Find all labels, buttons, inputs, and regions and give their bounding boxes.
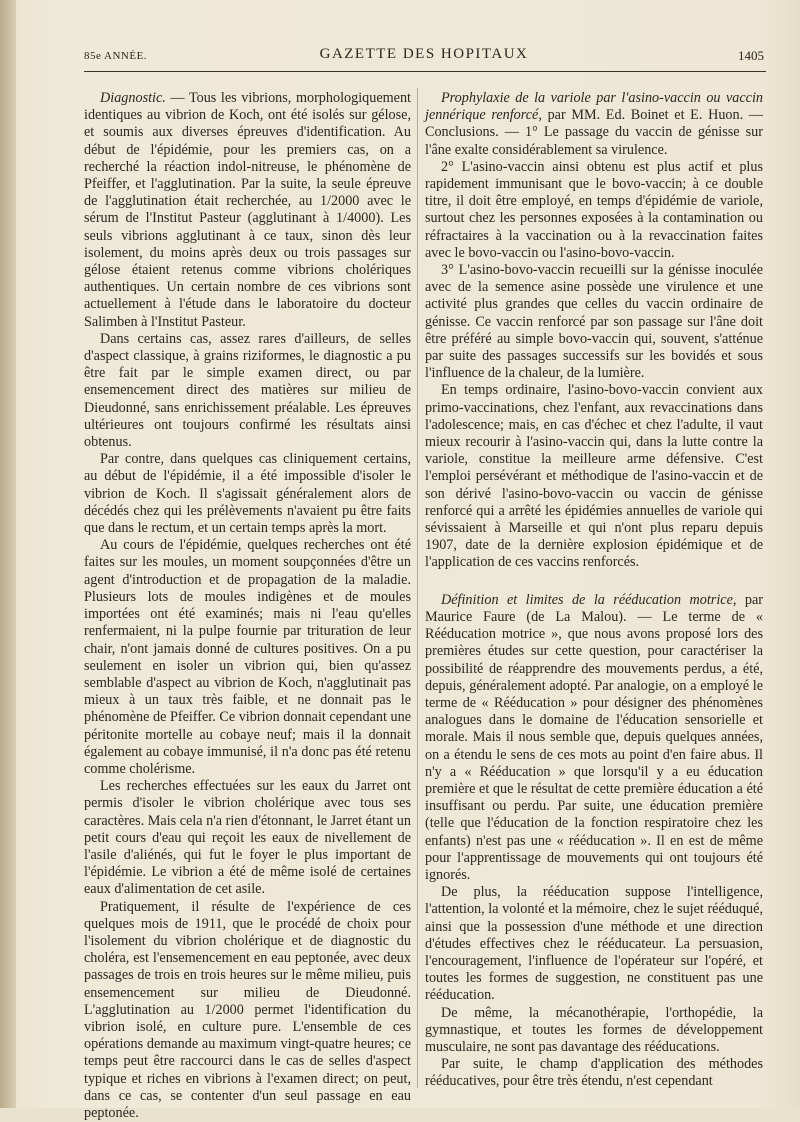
paragraph-lead: Prophylaxie de la variole par l'asino-vaccin ou vaccin jennérique renforcé,	[425, 90, 763, 124]
paragraph-lead: Définition et limites de la rééducation motrice,	[441, 591, 737, 608]
paragraph-prophylaxie	[425, 90, 763, 159]
header-rule	[84, 71, 766, 72]
paragraph-text: — Tous les vibrions, morphologiquement identiques au vibrion de Koch, ont été isolés sur gélose, et soumis aux diverses épreuves d'identification. Au début de l'épidémie, pour les premiers cas, on a recherché la réaction indol-nitreuse, le phénomène de Pfeiffer, et l'agglutination. Par la suite, la seule épreuve de l'agglutination était recherchée, au 1/2000 avec le sérum de l'Institut Pasteur (agglutinant à 1/4000). Les seuls vibrions agglutinant à ce taux, sinon dès leur isolement, du moins après deux ou trois passages sur gélose étaient retenus comme vibrions cholériques authentiques. Un certain nombre de ces vibrions sont actuellement à l'étude dans le laboratoire du docteur Salimben à l'Institut Pasteur.	[84, 90, 411, 330]
running-header	[84, 46, 764, 66]
paragraph-lead: Diagnostic.	[100, 90, 166, 106]
paragraph: 2° L'asino-vaccin ainsi obtenu est plus actif et plus rapidement immunisant que le bovo-vaccin; à ce double titre, il doit être employé, en temps d'épidémie de variole, surtout chez les personnes exposées à la contamination ou réfractaires à la vaccination ou à la revaccination faites avec le bovo-vaccin ou l'asino-bovo-vaccin.	[425, 158, 763, 261]
header-page-number: 1405	[738, 48, 764, 63]
paragraph: De plus, la rééducation suppose l'intelligence, l'attention, la volonté et la mémoire, chez le sujet rééduqué, ainsi que la possession d'une méthode et une direction d'études effectives chez le rééducateur. La persuasion, l'encouragement, l'influence de l'opérateur sur l'opéré, et toutes les formes de suggestion, ne constituent pas une rééducation.	[425, 884, 763, 1004]
paragraph: Au cours de l'épidémie, quelques recherches ont été faites sur les moules, un moment soupçonnées d'être un agent d'introduction et de propagation de la maladie. Plusieurs lots de moules indigènes et de moules importées ont été examinés; mais ni l'eau qu'elles renfermaient, ni la pulpe fournie par trituration de leur chair, n'ont jamais donné de cultures positives. On a pu seulement en isoler un vibrion qui, bien qu'assez semblable d'aspect au vibrion de Koch, n'agglutinait pas mieux à un taux très faible, et ne donnait pas le phénomène de Pfeiffer. Ce vibrion donnait cependant une péritonite mortelle au cobaye neuf; mais il la donnait également au cobaye immunisé, il n'a donc pas été retenu comme cholérisme.	[84, 537, 411, 777]
paragraph: Par suite, le champ d'application des méthodes rééducatives, pour être très étendu, n'est cependant	[425, 1056, 763, 1090]
left-column	[84, 90, 411, 1122]
paragraph: 3° L'asino-bovo-vaccin recueilli sur la génisse inoculée avec de la semence asine possède une virulence et une activité plus grandes que celles du vaccin ordinaire de génisse. Ce vaccin renforcé par son passage sur l'âne doit être préféré au simple bovo-vaccin qui, souvent, s'atténue par suite des passages successifs sur les bovidés et sous l'influence de la chaleur, de la lumière.	[425, 262, 763, 382]
paragraph-diagnostic	[84, 90, 411, 331]
paragraph: Pratiquement, il résulte de l'expérience de ces quelques mois de 1911, que le procédé de choix pour l'isolement du vibrion cholérique et de diagnostic du choléra, est l'ensemencement en eau peptonée, avec deux passages de trois en trois heures sur le même milieu, puis ensemencement sur milieu de Dieudonné. L'agglutination au 1/2000 permet l'identification du vibrion isolé, en culture pure. L'ensemble de ces opérations demande au maximum vingt-quatre heures; ce temps peut être raccourci dans le cas de selles d'aspect typique et riches en vibrions à l'examen direct; on peut, dans ce cas, se contenter d'un seul passage en eau peptonée.	[84, 898, 411, 1121]
paragraph: Dans certains cas, assez rares d'ailleurs, de selles d'aspect classique, à grains riziformes, le diagnostic a pu être fait par le simple examen direct, ou par ensemencement direct des matières sur milieu de Dieudonné, sans enrichissement préalable. Les épreuves ultérieures ont toujours confirmé les résultats ainsi obtenus.	[84, 330, 411, 451]
paragraph: De même, la mécanothérapie, l'orthopédie, la gymnastique, et toutes les formes de développement musculaire, ne sont pas davantage des rééducations.	[425, 1004, 763, 1055]
paragraph-reeducation	[425, 592, 763, 884]
paragraph-text: par Maurice Faure (de La Malou). — Le terme de « Rééducation motrice », que nous avons proposé lors des premières études sur cette question, pour caractériser la possibilité de réapprendre des mouvements perdus, a été, depuis, généralement adopté. Par analogie, on a employé le terme de « Rééducation » pour désigner des phénomènes analogues dans le domaine de l'éducation sensorielle et morale. Mais il nous semble que, depuis quelques années, on a étendu le sens de ces mots au point d'en faire abus. Il n'y a « Rééducation » que lorsqu'il y a eu éducation première et que le résultat de cette première éducation a été insuffisant ou perdu. Par suite, une éducation première (telle que l'éducation de la fonction respiratoire chez les enfants) n'est pas une « rééducation ». Il en est de même pour l'apprentissage de mouvements qui ont toujours été ignorés.	[425, 591, 763, 883]
page-binding-edge	[0, 0, 16, 1108]
paragraph: Par contre, dans quelques cas cliniquement certains, au début de l'épidémie, il a été impossible d'isoler le vibrion de Koch. Il s'agissait généralement alors de décédés chez qui les prélèvements n'avaient pu être faits que dans le rectum, et un certain temps après la mort.	[84, 451, 411, 537]
column-divider	[417, 88, 419, 1088]
header-year: 85e ANNÉE.	[84, 50, 148, 62]
header-journal-title: GAZETTE DES HOPITAUX	[319, 46, 529, 62]
paragraph-text: par MM. Ed. Boinet et E. Huon. — Conclusions. — 1° Le passage du vaccin de génisse sur l'âne exalte considérablement sa virulence.	[425, 107, 763, 158]
paragraph: En temps ordinaire, l'asino-bovo-vaccin convient aux primo-vaccinations, chez l'enfant, aux revaccinations dans l'adolescence; mais, en cas d'échec et chez l'adulte, il vaut mieux recourir à l'asino-vaccin qui, dans la lutte contre la variole, constitue la meilleure arme défensive. C'est l'emploi persévérant et méthodique de l'asino-vaccin et de son dérivé l'asino-bovo-vaccin ou vaccin de génisse renforcé qui a arrêté les épidémies annuelles de variole qui sévissaient à Marseille et qui n'ont plus reparu depuis 1907, date de la dernière explosion épidémique et de l'application de ces vaccins renforcés.	[425, 382, 763, 571]
right-column	[425, 90, 763, 1091]
paragraph: Les recherches effectuées sur les eaux du Jarret ont permis d'isoler le vibrion cholérique avec tous ses caractères. Mais cela n'a rien d'étonnant, le Jarret étant un petit cours d'eau qui reçoit les eaux de nivellement de l'asile d'aliénés, qui fut le foyer le plus important de l'épidémie. Le vibrion a été de même isolé de certaines eaux d'alimentation de cet asile.	[84, 778, 411, 898]
